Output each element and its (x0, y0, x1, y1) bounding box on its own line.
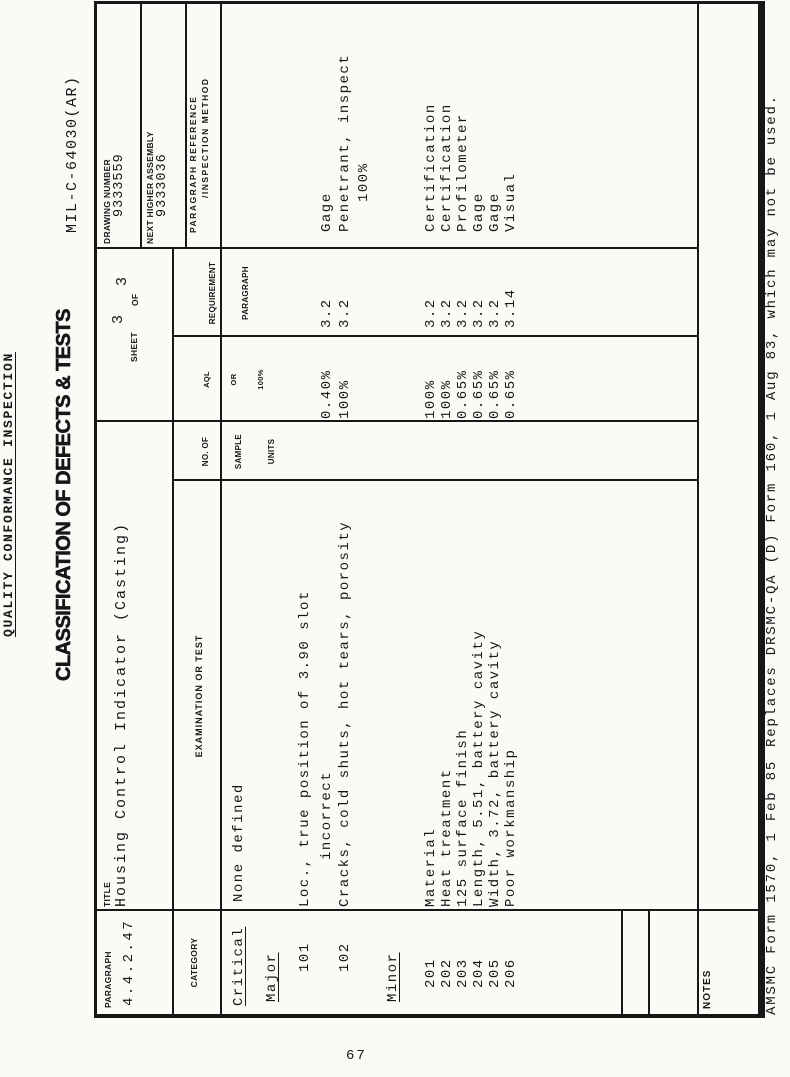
defect-201-method: Certification (423, 103, 439, 232)
aql-line1: AQL (202, 371, 211, 388)
drawing-number-value: 9333559 (112, 153, 127, 217)
column-header-requirement (185, 249, 273, 337)
defect-102-method-cont: 100% (356, 162, 372, 202)
defect-204-req: 3.2 (471, 298, 487, 328)
defect-102-exam: Cracks, cold shuts, hot tears, porosity (337, 520, 353, 907)
defect-202-aql: 100% (439, 379, 455, 419)
defect-203-number: 203 (455, 958, 471, 988)
grid-line-header-row (172, 249, 174, 1014)
defect-101-exam-cont: incorrect (319, 770, 335, 860)
column-header-inspection-method: /INSPECTION METHOD (200, 77, 210, 198)
spec-number: MIL-C-64030(AR) (64, 75, 81, 233)
sample-units-line2: SAMPLE (234, 433, 243, 470)
defect-206-method: Visual (503, 172, 519, 232)
defect-201-exam: Material (423, 827, 439, 907)
grid-line-category-sub1 (621, 911, 623, 1014)
defect-206-aql: 0.65% (503, 369, 519, 419)
sample-units-line1: NO. OF (201, 436, 210, 467)
paragraph-value: 4.4.2.47 (121, 918, 137, 1006)
defect-204-exam: Length, 5.51, battery cavity (471, 629, 487, 907)
defect-101-method: Gage (319, 192, 335, 232)
category-critical: Critical (231, 926, 247, 1006)
defect-204-aql: 0.65% (471, 369, 487, 419)
defect-203-exam: 125 surface finish (455, 728, 471, 907)
defect-101-aql: 0.40% (319, 369, 335, 419)
grid-line-assembly-row (185, 4, 187, 249)
defect-205-method: Gage (487, 192, 503, 232)
paragraph-label: PARAGRAPH (103, 951, 113, 1008)
requirement-line1: REQUIREMENT (208, 261, 217, 325)
defect-201-req: 3.2 (423, 298, 439, 328)
defect-202-number: 202 (439, 958, 455, 988)
defect-102-method: Penetrant, inspect (337, 53, 353, 232)
defect-206-number: 206 (503, 958, 519, 988)
notes-label: NOTES (702, 969, 713, 1009)
defect-203-method: Profilometer (455, 113, 471, 232)
category-major: Major (264, 952, 280, 1002)
title-value: Housing Control Indicator (Casting) (113, 521, 130, 907)
form-footer-right: Replaces DRSMC-QA (D) Form 160, 1 Aug 83, which may not be used. (764, 94, 780, 747)
grid-line-category-sub2 (648, 911, 650, 1014)
sheet-of-number: 3 (114, 274, 131, 286)
defect-101-req: 3.2 (319, 298, 335, 328)
defect-201-number: 201 (423, 958, 439, 988)
aql-line2: OR (229, 373, 238, 386)
document-heading: QUALITY CONFORMANCE INSPECTION (1, 351, 16, 637)
defect-102-number: 102 (337, 942, 353, 972)
aql-line3: 100% (256, 369, 265, 390)
defect-102-aql: 100% (337, 379, 353, 419)
defect-202-exam: Heat treatment (439, 768, 455, 907)
form-title: CLASSIFICATION OF DEFECTS & TESTS (53, 308, 75, 681)
grid-line-notes-row (697, 4, 699, 1014)
requirement-line2: PARAGRAPH (241, 266, 250, 320)
defect-101-exam: Loc., true position of 3.90 slot (297, 590, 313, 907)
column-header-category: CATEGORY (189, 937, 199, 988)
category-minor: Minor (385, 952, 401, 1002)
column-header-aql (184, 337, 283, 422)
classification-table (94, 1, 765, 1018)
column-header-examination: EXAMINATION OR TEST (194, 634, 204, 758)
defect-101-number: 101 (297, 942, 313, 972)
drawing-number-label: DRAWING NUMBER (102, 159, 112, 244)
sheet-number: 3 (110, 312, 127, 324)
sheet-label: SHEET (129, 332, 139, 362)
defect-203-aql: 0.65% (455, 369, 471, 419)
defect-205-aql: 0.65% (487, 369, 503, 419)
defect-202-req: 3.2 (439, 298, 455, 328)
defect-206-req: 3.14 (503, 288, 519, 328)
defect-201-aql: 100% (423, 379, 439, 419)
page-number: 67 (346, 1048, 367, 1064)
sample-units-line3: UNITS (267, 438, 276, 465)
defect-102-req: 3.2 (337, 298, 353, 328)
defect-202-method: Certification (439, 103, 455, 232)
defect-205-req: 3.2 (487, 298, 503, 328)
defect-204-method: Gage (471, 192, 487, 232)
defect-205-exam: Width, 3.72, battery cavity (487, 639, 503, 907)
defect-205-number: 205 (487, 958, 503, 988)
column-header-sample-units (178, 422, 299, 481)
title-label: TITLE (102, 881, 112, 907)
grid-line-drawing-row (140, 4, 142, 249)
next-higher-assembly-value: 9333036 (155, 153, 170, 217)
column-header-paragraph-reference: PARAGRAPH REFERENCE (188, 95, 198, 233)
form-footer-left: AMSMC Form 1570, 1 Feb 85 (764, 759, 780, 1015)
sheet-of-label: OF (130, 293, 140, 306)
defect-203-req: 3.2 (455, 298, 471, 328)
next-higher-assembly-label: NEXT HIGHER ASSEMBLY (145, 131, 155, 244)
grid-line-body-top (220, 4, 222, 1014)
defect-204-number: 204 (471, 958, 487, 988)
defect-206-exam: Poor workmanship (503, 748, 519, 907)
exam-none-defined: None defined (231, 783, 247, 902)
